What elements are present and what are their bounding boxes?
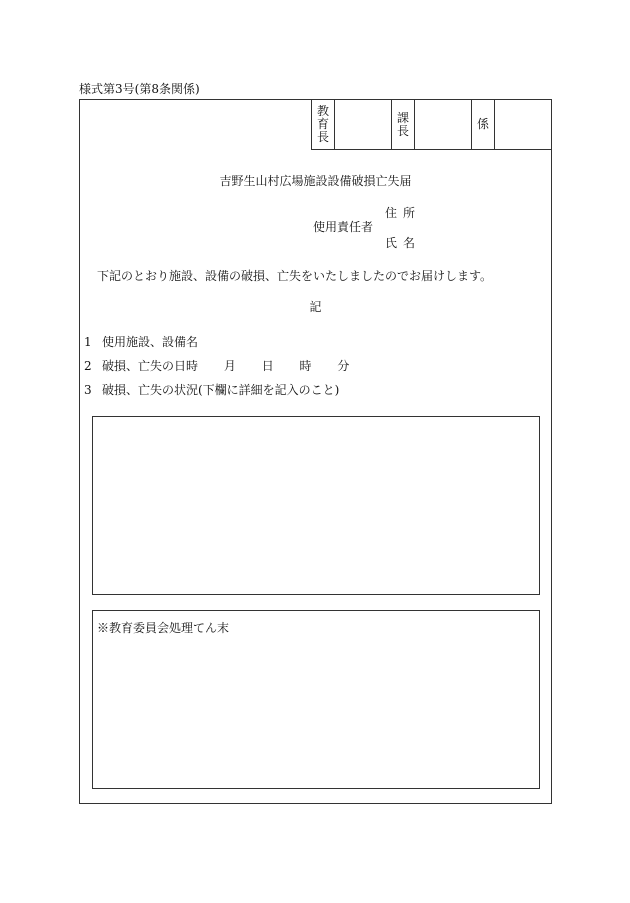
day-label: 日 — [261, 359, 274, 373]
address-label: 住所 — [385, 206, 422, 220]
name-label: 氏名 — [385, 236, 422, 250]
stamp-label-staff: 係 — [472, 100, 495, 150]
stamp-box-section-chief[interactable] — [415, 100, 472, 150]
stamp-box-superintendent[interactable] — [335, 100, 392, 150]
stamp-label-superintendent: 教育長 — [312, 100, 335, 150]
board-processing-label: ※教育委員会処理てん末 — [97, 621, 230, 635]
stamp-box-staff[interactable] — [495, 100, 552, 150]
board-processing-box[interactable] — [92, 610, 540, 789]
item-situation: 3 破損、亡失の状況(下欄に詳細を記入のこと) — [84, 383, 340, 397]
ki-heading: 記 — [309, 300, 322, 314]
minute-label: 分 — [337, 359, 350, 373]
responsible-person-label: 使用責任者 — [313, 220, 374, 234]
declaration-text: 下記のとおり施設、設備の破損、亡失をいたしましたのでお届けします。 — [97, 269, 493, 283]
stamp-label-section-chief: 課長 — [392, 100, 415, 150]
form-title: 吉野生山村広場施設設備破損亡失届 — [219, 174, 412, 188]
form-number-label: 様式第3号(第8条関係) — [79, 82, 200, 96]
item-datetime: 2 破損、亡失の日時 月 日 時 分 — [84, 359, 350, 373]
hour-label: 時 — [299, 359, 312, 373]
situation-detail-box[interactable] — [92, 416, 540, 595]
approval-stamp-table — [311, 99, 552, 150]
month-label: 月 — [223, 359, 236, 373]
item-facility-name: 1 使用施設、設備名 — [84, 335, 199, 349]
form-frame — [79, 99, 552, 804]
